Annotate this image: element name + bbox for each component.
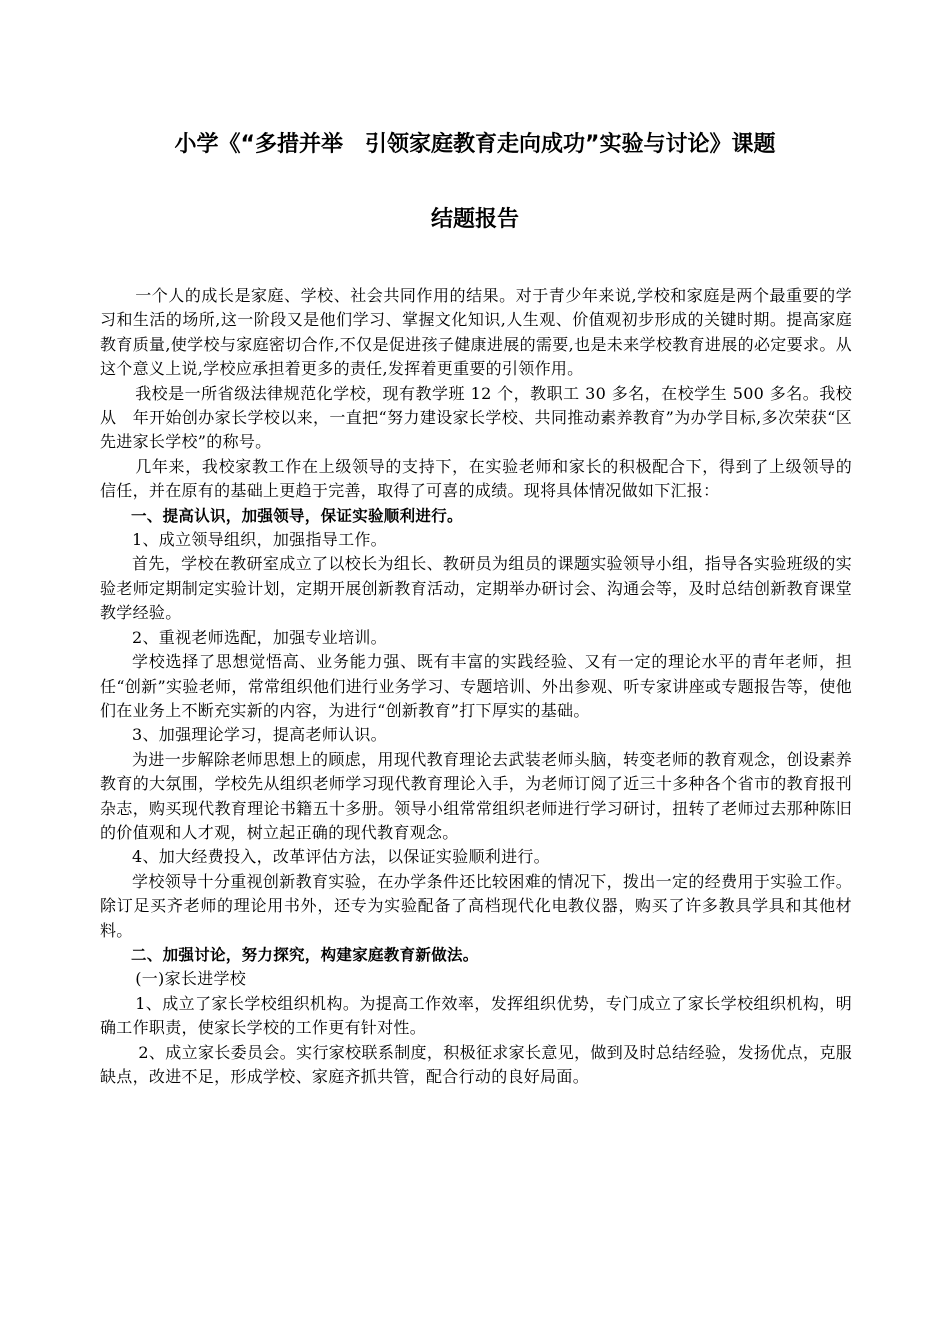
paragraph: 学校领导十分重视创新教育实验，在办学条件还比较困难的情况下，拨出一定的经费用于实验工作。除订足买齐老师的理论用书外，还专为实验配备了高档现代化电教仪器，购买了许多教具学具和其他材料。 <box>100 871 852 940</box>
document-title-line-1: 小学《“多措并举 引领家庭教育走向成功”实验与讨论》课题 <box>174 132 776 157</box>
document-title-line-2: 结题报告 <box>430 207 519 232</box>
paragraph: 学校选择了思想觉悟高、业务能力强、既有丰富的实践经验、又有一定的理论水平的青年老师，担任“创新”实验老师，常常组织他们进行业务学习、专题培训、外出参观、听专家讲座或专题报告等，使他们在业务上不断充实新的内容，为进行“创新教育”打下厚实的基础。 <box>100 652 852 720</box>
paragraph: 几年来，我校家教工作在上级领导的支持下，在实验老师和家长的积极配合下，得到了上级领导的信任，并在原有的基础上更趋于完善，取得了可喜的成绩。现将具体情况做如下汇报： <box>100 456 852 501</box>
section-heading: 一、提高认识，加强领导，保证实验顺利进行。 <box>131 506 463 525</box>
paragraph: 首先，学校在教研室成立了以校长为组长、教研员为组员的课题实验领导小组，指导各实验班级的实验老师定期制定实验计划，定期开展创新教育活动，定期举办研讨会、沟通会等，及时总结创新教育课堂教学经验。 <box>100 554 852 623</box>
paragraph: 2、重视老师选配，加强专业培训。 <box>132 627 387 647</box>
paragraph: 1、成立领导组织，加强指导工作。 <box>132 530 387 550</box>
paragraph: 3、加强理论学习，提高老师认识。 <box>132 725 387 745</box>
section-heading: 二、加强讨论，努力探究，构建家庭教育新做法。 <box>131 945 479 964</box>
paragraph: 我校是一所省级法律规范化学校，现有教学班 12 个，教职工 30 多名，在校学生 500 多名。我校从 年开始创办家长学校以来，一直把“努力建设家长学校、共同推动素养教育”为办学目标,多次荣获“区先进家长学校”的称号。 <box>100 383 852 452</box>
paragraph: (一)家长进学校 <box>135 969 247 989</box>
document-body <box>100 284 852 1089</box>
paragraph: 为进一步解除老师思想上的顾虑，用现代教育理论去武装老师头脑，转变老师的教育观念，创设素养教育的大氛围，学校先从组织老师学习现代教育理论入手，为老师订阅了近三十多种各个省市的教育报刊杂志，购买现代教育理论书籍五十多册。领导小组常常组织老师进行学习研讨，扭转了老师过去那种陈旧的价值观和人才观，树立起正确的现代教育观念。 <box>100 749 852 842</box>
paragraph: 4、加大经费投入，改革评估方法，以保证实验顺利进行。 <box>132 847 550 867</box>
paragraph: 2、成立家长委员会。实行家校联系制度，积极征求家长意见，做到及时总结经验，发扬优点，克服缺点，改进不足，形成学校、家庭齐抓共管，配合行动的良好局面。 <box>100 1042 852 1086</box>
paragraph: 一个人的成长是家庭、学校、社会共同作用的结果。对于青少年来说,学校和家庭是两个最重要的学习和生活的场所,这一阶段又是他们学习、掌握文化知识,人生观、价值观初步形成的关键时期。提高家庭教育质量,使学校与家庭密切合作,不仅是促进孩子健康进展的需要,也是未来学校教育进展的必定要求。从这个意义上说,学校应承担着更多的责任,发挥着更重要的引领作用。 <box>100 286 852 379</box>
paragraph: 1、成立了家长学校组织机构。为提高工作效率，发挥组织优势，专门成立了家长学校组织机构，明确工作职责，使家长学校的工作更有针对性。 <box>100 993 852 1038</box>
